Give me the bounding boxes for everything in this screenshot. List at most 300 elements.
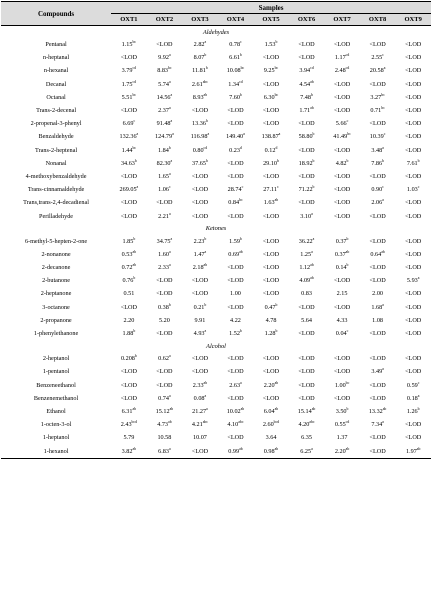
value-cell	[289, 38, 325, 51]
value-cell	[111, 183, 147, 196]
value-cell	[147, 209, 183, 222]
cell-value: <LOD	[191, 447, 209, 455]
value-cell	[147, 235, 183, 248]
cell-value: 7.86	[371, 159, 383, 167]
cell-value: 0.72	[121, 264, 133, 272]
column-header: OXT6	[289, 14, 325, 26]
cell-value: <LOD	[333, 277, 351, 285]
value-cell	[147, 91, 183, 104]
value-cell	[289, 117, 325, 130]
value-cell	[253, 64, 289, 77]
cell-value: <LOD	[369, 172, 386, 180]
compound-name: 2-propenal-3-phenyl	[30, 120, 82, 128]
cell-value: <LOD	[369, 330, 386, 338]
value-cell	[218, 314, 254, 327]
compound-name: 2-propanone	[40, 316, 72, 324]
cell-value: 10.07	[192, 434, 207, 442]
cell-value: 2.60	[262, 421, 274, 429]
cell-value: 10.08	[226, 67, 241, 75]
significance-letters: a	[168, 393, 171, 398]
value-cell	[253, 379, 289, 392]
significance-letters: bc	[274, 92, 279, 97]
value-cell	[253, 235, 289, 248]
compound-name: 2-butanone	[42, 277, 70, 285]
table-row	[1, 352, 431, 365]
value-cell	[289, 301, 325, 314]
significance-letters: c	[241, 185, 244, 190]
value-cell	[395, 301, 431, 314]
cell-value: 4.33	[336, 316, 348, 324]
cell-value: 91.48	[156, 120, 171, 128]
value-cell	[253, 183, 289, 196]
value-cell	[253, 261, 289, 274]
compound-name: Pentanal	[45, 41, 67, 49]
cell-value: 10.58	[157, 434, 172, 442]
value-cell	[147, 64, 183, 77]
value-cell	[147, 444, 183, 458]
cell-value: <LOD	[120, 199, 137, 207]
significance-letters: a	[168, 211, 171, 216]
significance-letters: b	[168, 145, 171, 150]
cell-value: 2.20	[263, 381, 275, 389]
significance-letters: bc	[168, 66, 172, 71]
compound-name: 2-decanone	[41, 264, 71, 272]
significance-letters: b	[275, 40, 278, 45]
value-cell	[324, 170, 360, 183]
cell-value: 2.43	[120, 421, 132, 429]
table-row	[1, 157, 431, 170]
cell-value: 3.64	[265, 434, 277, 442]
significance-letters: bc	[132, 145, 137, 150]
value-cell	[182, 365, 218, 378]
value-cell	[218, 38, 254, 51]
value-cell	[324, 365, 360, 378]
value-cell	[395, 157, 431, 170]
cell-value: <LOD	[191, 355, 209, 363]
value-cell	[218, 431, 254, 444]
significance-letters: b	[277, 158, 279, 163]
value-cell	[360, 287, 396, 300]
significance-letters: bcd	[273, 420, 280, 425]
cell-value: <LOD	[333, 80, 351, 88]
cell-value: 6.69	[122, 120, 134, 128]
cell-value: 1.34	[228, 80, 240, 88]
cell-value: <LOD	[298, 303, 315, 311]
value-cell	[111, 235, 147, 248]
significance-letters: c	[417, 185, 420, 190]
value-cell	[324, 274, 360, 287]
compound-name: 2-heptanone	[40, 290, 72, 298]
cell-value: <LOD	[227, 434, 244, 442]
value-cell	[182, 38, 218, 51]
value-cell	[395, 287, 431, 300]
significance-letters: bc	[240, 66, 245, 71]
value-cell	[324, 405, 360, 418]
cell-value: 0.98	[263, 447, 275, 455]
value-cell	[324, 51, 360, 64]
compound-name: n-hexanal	[43, 67, 69, 75]
value-cell	[360, 51, 396, 64]
significance-letters: c	[277, 185, 279, 190]
column-header: OXT3	[182, 14, 218, 26]
cell-value: 3.48	[371, 146, 383, 154]
value-cell	[147, 352, 183, 365]
cell-value: 1.15	[121, 41, 133, 49]
significance-letters: a	[170, 158, 173, 163]
cell-value: 2.23	[193, 237, 205, 245]
compound-name: Benzenemethanol	[33, 394, 79, 402]
value-cell	[147, 130, 183, 143]
cell-value: 0.18	[406, 394, 418, 402]
value-cell	[324, 431, 360, 444]
value-cell	[111, 196, 147, 209]
cell-value: 15.12	[155, 407, 170, 415]
cell-value: 4.22	[230, 316, 241, 324]
value-cell	[218, 104, 254, 117]
value-cell	[289, 261, 325, 274]
cell-value: 9.91	[194, 316, 206, 324]
significance-letters: a	[168, 105, 171, 110]
compound-name: 2-nonanone	[41, 250, 71, 258]
significance-letters: a	[170, 236, 173, 241]
cell-value: <LOD	[120, 172, 137, 180]
cell-value: <LOD	[298, 394, 315, 402]
cell-value: 269.05	[119, 186, 137, 194]
significance-letters: a	[311, 211, 313, 216]
cell-value: 34.75	[156, 237, 171, 245]
cell-value: 0.23	[229, 146, 240, 154]
value-cell	[182, 196, 218, 209]
cell-value: <LOD	[333, 107, 351, 115]
value-cell	[395, 444, 431, 458]
value-cell	[360, 78, 396, 91]
significance-letters: a	[204, 328, 207, 333]
value-cell	[218, 157, 254, 170]
value-cell	[218, 274, 254, 287]
value-cell	[289, 235, 325, 248]
value-cell	[218, 51, 254, 64]
significance-letters: c	[417, 380, 420, 385]
cell-value: 1.53	[264, 41, 276, 49]
cell-value: 6.31	[121, 407, 133, 415]
value-cell	[395, 248, 431, 261]
cell-value: 138.87	[261, 133, 279, 141]
value-cell	[395, 314, 431, 327]
cell-value: 3.49	[371, 368, 383, 376]
value-cell	[182, 287, 218, 300]
column-header: OXT7	[324, 14, 360, 26]
significance-letters: a	[204, 249, 207, 254]
cell-value: 0.37	[335, 237, 347, 245]
cell-value: <LOD	[120, 394, 137, 402]
cell-value: 10.02	[226, 407, 241, 415]
table-row	[1, 51, 431, 64]
significance-letters: b	[204, 53, 207, 58]
table-row	[1, 405, 431, 418]
compound-name: 2-heptanol	[42, 355, 70, 363]
cell-value: 132.36	[119, 133, 137, 141]
value-cell	[182, 392, 218, 405]
significance-letters: ab	[240, 406, 245, 411]
cell-value: <LOD	[333, 212, 351, 220]
value-cell	[289, 248, 325, 261]
value-cell	[147, 38, 183, 51]
value-cell	[147, 392, 183, 405]
value-cell	[360, 196, 396, 209]
cell-value: 1.37	[336, 434, 348, 442]
value-cell	[324, 183, 360, 196]
significance-letters: ab	[132, 249, 137, 254]
cell-value: 0.64	[370, 250, 382, 258]
cell-value: <LOD	[333, 146, 351, 154]
cell-value: <LOD	[262, 250, 280, 258]
value-cell	[218, 418, 254, 431]
significance-letters: a	[382, 420, 384, 425]
value-cell	[182, 157, 218, 170]
cell-value: 9.25	[263, 67, 275, 75]
value-cell	[218, 144, 254, 157]
value-cell	[289, 418, 325, 431]
value-cell	[218, 170, 254, 183]
value-cell	[360, 365, 396, 378]
cell-value: <LOD	[369, 41, 386, 49]
table-body	[1, 26, 431, 459]
significance-letters: bc	[274, 66, 279, 71]
cell-value: 1.65	[158, 172, 169, 180]
cell-value: <LOD	[227, 355, 244, 363]
cell-value: <LOD	[405, 80, 422, 88]
significance-letters: ab	[132, 406, 137, 411]
significance-letters: abc	[202, 420, 208, 425]
cell-value: <LOD	[298, 330, 315, 338]
significance-letters: b	[312, 132, 315, 137]
significance-letters: ab	[203, 380, 208, 385]
significance-letters: b	[134, 158, 137, 163]
value-cell	[182, 379, 218, 392]
cell-value: 58.80	[298, 133, 313, 141]
cell-value: <LOD	[405, 250, 422, 258]
cell-value: 0.208	[120, 355, 135, 363]
value-cell	[218, 196, 254, 209]
cell-value: 2.20	[334, 447, 346, 455]
significance-letters: b	[205, 66, 208, 71]
significance-letters: c	[383, 132, 386, 137]
significance-letters: b	[346, 263, 349, 268]
value-cell	[289, 431, 325, 444]
value-cell	[253, 418, 289, 431]
cell-value: <LOD	[262, 54, 280, 62]
compound-name: Trans-cinnamaldehyde	[27, 186, 85, 194]
cell-value: 41.49	[333, 133, 348, 141]
cell-value: 21.27	[192, 407, 207, 415]
value-cell	[218, 405, 254, 418]
cell-value: 7.34	[371, 421, 383, 429]
significance-letters: b	[133, 328, 136, 333]
significance-letters: b	[275, 328, 278, 333]
value-cell	[218, 235, 254, 248]
cell-value: <LOD	[262, 264, 280, 272]
significance-letters: b	[134, 354, 137, 359]
significance-letters: a	[417, 276, 420, 281]
value-cell	[395, 235, 431, 248]
significance-letters: b	[239, 236, 242, 241]
value-cell	[395, 64, 431, 77]
value-cell	[147, 314, 183, 327]
cell-value: 2.20	[123, 316, 135, 324]
cell-value: <LOD	[333, 186, 351, 194]
value-cell	[111, 64, 147, 77]
value-cell	[147, 327, 183, 340]
cell-value: <LOD	[369, 394, 386, 402]
compounds-header: Compounds	[1, 2, 111, 26]
cell-value: <LOD	[405, 199, 422, 207]
table-row	[1, 365, 431, 378]
significance-letters: b	[205, 158, 208, 163]
value-cell	[218, 379, 254, 392]
value-cell	[360, 144, 396, 157]
cell-value: <LOD	[191, 368, 209, 376]
value-cell	[218, 301, 254, 314]
table-row	[1, 117, 431, 130]
significance-letters: b	[310, 92, 313, 97]
cell-value: 0.90	[371, 186, 383, 194]
value-cell	[182, 78, 218, 91]
significance-letters: ab	[310, 79, 314, 84]
significance-letters: a	[207, 132, 210, 137]
table-row	[1, 431, 431, 444]
significance-letters: b	[133, 236, 136, 241]
cell-value: <LOD	[227, 368, 244, 376]
cell-value: 8.83	[157, 67, 169, 75]
significance-letters: b	[382, 158, 384, 163]
table-row	[1, 301, 431, 314]
value-cell	[395, 392, 431, 405]
cell-value: <LOD	[405, 290, 422, 298]
significance-letters: a	[168, 249, 171, 254]
significance-letters: abc	[309, 420, 315, 425]
value-cell	[324, 444, 360, 458]
significance-letters: a	[170, 92, 173, 97]
column-header: OXT8	[360, 14, 396, 26]
value-cell	[218, 209, 254, 222]
cell-value: <LOD	[191, 277, 209, 285]
cell-value: 15.14	[297, 407, 312, 415]
cell-value: 0.80	[192, 146, 204, 154]
value-cell	[147, 287, 183, 300]
value-cell	[289, 365, 325, 378]
compound-name: n-heptanal	[42, 54, 70, 62]
significance-letters: a	[168, 263, 171, 268]
section-title: Aldehydes	[202, 28, 230, 36]
cell-value: 0.76	[122, 277, 134, 285]
value-cell	[253, 51, 289, 64]
significance-letters: b	[275, 302, 278, 307]
value-cell	[395, 183, 431, 196]
cell-value: 5.51	[121, 93, 133, 101]
value-cell	[147, 196, 183, 209]
cell-value: <LOD	[333, 368, 351, 376]
value-cell	[324, 157, 360, 170]
significance-letters: ab	[132, 263, 137, 268]
cell-value: 6.83	[158, 447, 169, 455]
cell-value: 5.74	[158, 80, 169, 88]
value-cell	[111, 287, 147, 300]
cell-value: 4.10	[227, 421, 239, 429]
cell-value: <LOD	[227, 303, 244, 311]
significance-letters: a	[168, 79, 171, 84]
value-cell	[360, 38, 396, 51]
table-row	[1, 418, 431, 431]
compound-name: Decanal	[45, 80, 67, 88]
significance-letters: a	[382, 302, 384, 307]
value-cell	[182, 183, 218, 196]
significance-letters: bcd	[131, 420, 138, 425]
significance-letters: b	[346, 406, 349, 411]
value-cell	[253, 405, 289, 418]
significance-letters: cd	[345, 53, 350, 58]
cell-value: 4.78	[265, 316, 277, 324]
cell-value: <LOD	[298, 54, 315, 62]
table-row	[1, 392, 431, 405]
cell-value: 3.50	[335, 407, 347, 415]
significance-letters: a	[311, 446, 313, 451]
cell-value: <LOD	[369, 355, 386, 363]
significance-letters: ab	[203, 263, 208, 268]
cell-value: <LOD	[191, 186, 209, 194]
cell-value: <LOD	[120, 368, 137, 376]
compound-name: Ethanol	[46, 407, 66, 415]
value-cell	[324, 261, 360, 274]
cell-value: 0.62	[158, 355, 169, 363]
cell-value: 0.08	[193, 394, 205, 402]
significance-letters: ab	[310, 263, 314, 268]
value-cell	[360, 91, 396, 104]
value-cell	[182, 144, 218, 157]
significance-letters: ab	[382, 406, 387, 411]
value-cell	[395, 144, 431, 157]
cell-value: 10.39	[369, 133, 384, 141]
cell-value: <LOD	[369, 381, 386, 389]
cell-value: <LOD	[156, 330, 173, 338]
cell-value: 3.27	[370, 93, 382, 101]
value-cell	[360, 248, 396, 261]
value-cell	[289, 196, 325, 209]
cell-value: 2.37	[158, 107, 169, 115]
value-cell	[182, 327, 218, 340]
cell-value: 2.18	[192, 264, 204, 272]
cell-value: 18.92	[298, 159, 313, 167]
value-cell	[324, 287, 360, 300]
significance-letters: ab	[381, 249, 385, 254]
value-cell	[218, 327, 254, 340]
significance-letters: ab	[345, 446, 350, 451]
significance-letters: b	[204, 302, 207, 307]
cell-value: <LOD	[333, 93, 351, 101]
value-cell	[182, 274, 218, 287]
cell-value: 37.65	[192, 159, 206, 167]
cell-value: <LOD	[120, 54, 137, 62]
cell-value: 0.55	[334, 421, 346, 429]
cell-value: 2.21	[158, 212, 169, 220]
cell-value: 14.56	[156, 93, 171, 101]
cell-value: 82.30	[156, 159, 171, 167]
value-cell	[324, 64, 360, 77]
significance-letters: bc	[132, 92, 137, 97]
value-cell	[289, 130, 325, 143]
significance-letters: b	[133, 276, 136, 281]
value-cell	[218, 183, 254, 196]
value-cell	[111, 379, 147, 392]
